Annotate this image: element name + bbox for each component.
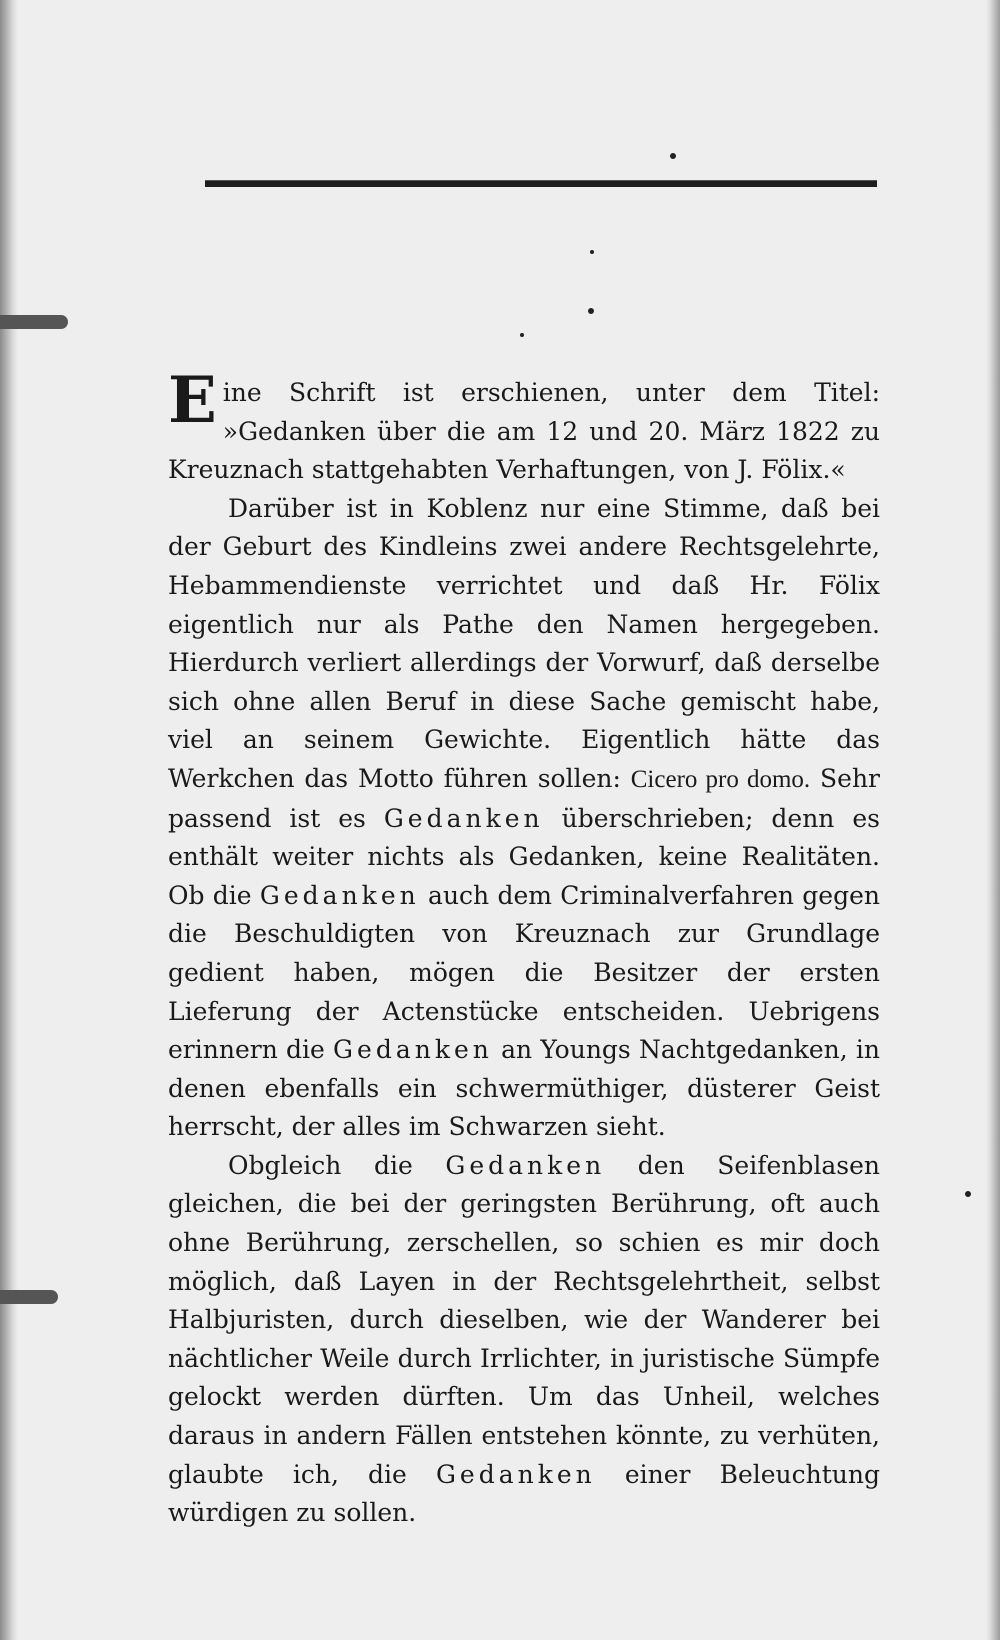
paragraph-3-part-1: Obgleich die	[228, 1150, 413, 1180]
body-text	[168, 363, 881, 1533]
paragraph-2-part-3: überschrieben; denn es enthält weiter nichts als Gedanken, keine Realitäten. Ob die	[168, 803, 880, 910]
page-left-edge	[0, 0, 18, 1640]
ink-speck	[588, 308, 594, 314]
ink-speck	[670, 153, 676, 159]
header-rule	[205, 180, 877, 187]
binding-thread-mark	[0, 315, 68, 329]
latin-motto: Cicero pro domo.	[630, 765, 811, 793]
spaced-word: Gedanken	[259, 880, 420, 910]
paragraph-1-text: ine Schrift ist erschienen, unter dem Titel: »Gedanken über die am 12 und 20. März 1822 zu Kreuznach stattgehabten Verhaftungen, von J. Fölix.«	[168, 378, 880, 485]
spaced-word: Gedanken	[435, 1459, 596, 1489]
ink-speck	[520, 333, 524, 337]
ink-speck	[965, 1191, 971, 1197]
paragraph-2-part-1: Darüber ist in Koblenz nur eine Stimme, daß bei der Geburt des Kindleins zwei andere Rechtsgelehrte, Hebammendienste verrichtet und daß Hr. Fölix eigentlich nur als Pathe den Namen hergegeben. Hierdurch verliert allerdings der Vorwurf, daß derselbe sich ohne allen Beruf in diese Sache gemischt habe, viel an seinem Gewichte. Eigentlich hätte das Werkchen das Motto führen sollen:	[168, 493, 880, 793]
paragraph-3-part-3: einer Beleuchtung würdigen zu sollen.	[168, 1459, 881, 1528]
paragraph-3	[168, 1147, 880, 1533]
spaced-word: Gedanken	[445, 1150, 606, 1180]
paragraph-2	[168, 490, 880, 1147]
paragraph-2-part-4: auch dem Criminalverfahren gegen die Beschuldigten von Kreuznach zur Grundlage gedient haben, mögen die Besitzer der ersten Lieferung der Actenstücke entscheiden. Uebrigens erinnern die	[168, 880, 881, 1065]
ink-speck	[590, 250, 594, 254]
spaced-word: Gedanken	[333, 1035, 493, 1065]
page-right-edge	[986, 0, 1000, 1640]
paragraph-1	[168, 363, 880, 490]
spaced-word: Gedanken	[383, 803, 544, 833]
drop-cap: E	[168, 363, 217, 438]
paragraph-3-part-2: den Seifenblasen gleichen, die bei der geringsten Berührung, oft auch ohne Berührung, zerschellen, so schien es mir doch möglich, daß Layen in der Rechtsgelehrtheit, selbst Halbjuristen, durch dieselben, wie der Wanderer bei nächtlicher Weile durch Irrlichter, in juristische Sümpfe gelockt werden dürften. Um das Unheil, welches daraus in andern Fällen entstehen könnte, zu verhüten, glaubte ich, die	[168, 1150, 880, 1489]
binding-thread-mark	[0, 1290, 58, 1304]
paragraph-2-part-2: Sehr passend ist es	[168, 763, 881, 833]
paragraph-2-part-5: an Youngs Nachtgedanken, in denen ebenfalls ein schwermüthiger, düsterer Geist herrscht, der alles im Schwarzen sieht.	[168, 1035, 881, 1142]
